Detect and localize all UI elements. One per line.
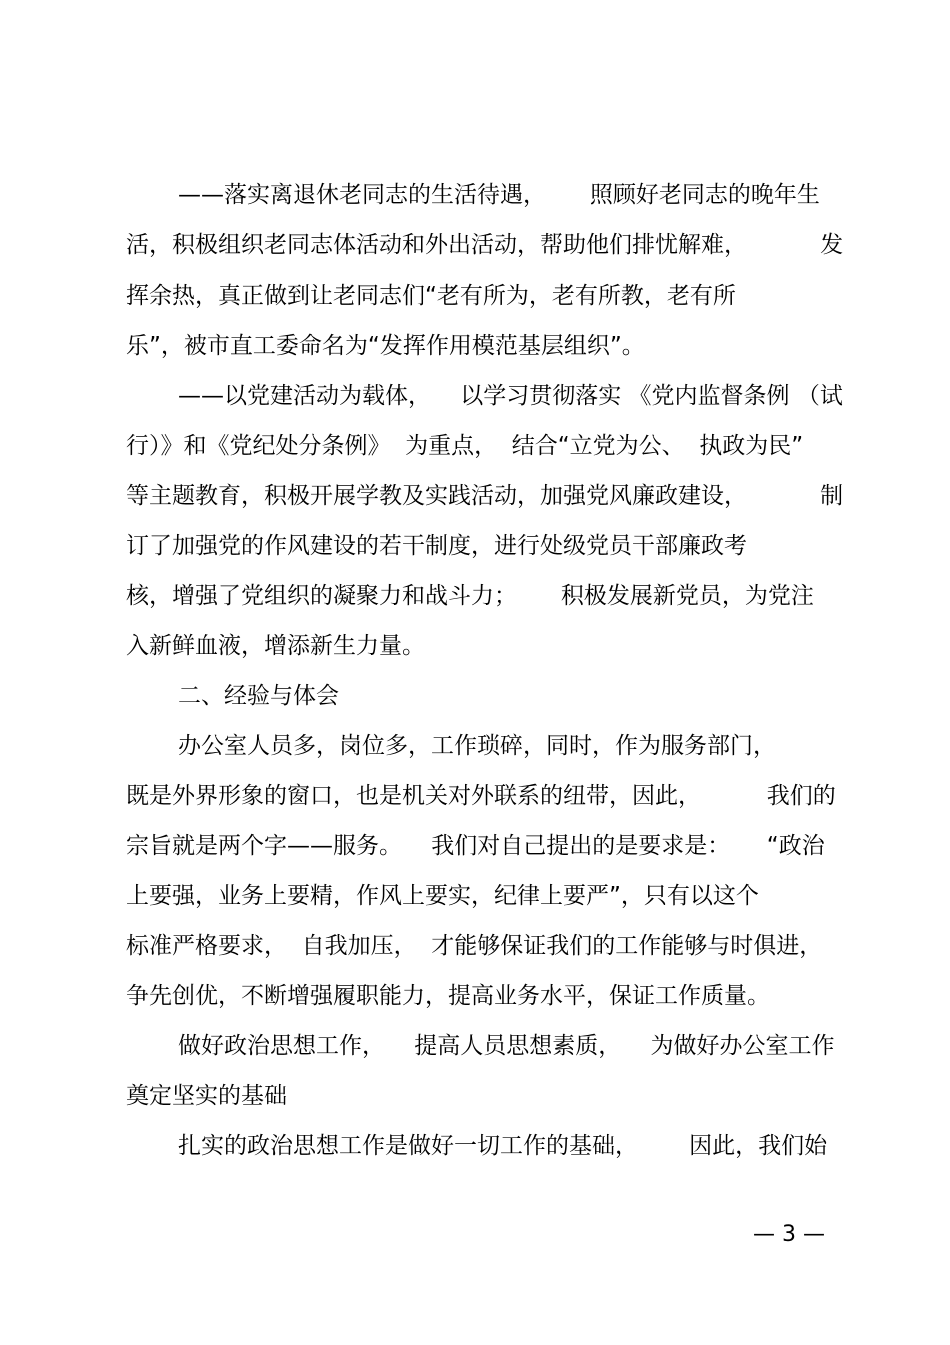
text-line: 上要强，业务上要精，作风上要实，纪律上要严”，只有以这个 [126,883,759,909]
text-line: 入新鲜血液，增添新生力量。 [126,633,425,659]
text-line: 活，积极组织老同志体活动和外出活动，帮助他们排忧解难， 发 [126,232,844,258]
text-line: 办公室人员多，岗位多，工作琐碎，同时，作为服务部门， [178,733,776,759]
text-line: 争先创优，不断增强履职能力，提高业务水平，保证工作质量。 [126,983,770,1009]
text-line: 宗旨就是两个字——服务。 我们对自己提出的是要求是： “政治 [126,833,825,859]
text-line: 标准严格要求， 自我加压， 才能够保证我们的工作能够与时俱进， [126,933,823,959]
text-line: 乐”，被市直工委命名为“发挥作用模范基层组织”。 [126,333,645,359]
text-line: 行）》和《党纪处分条例》 为重点， 结合“立党为公、 执政为民” [126,433,804,459]
text-line: ——以党建活动为载体， 以学习贯彻落实 《党内监督条例 （试 [178,383,843,409]
subheading-line: 奠定坚实的基础 [126,1083,287,1109]
page-number: — 3 — [753,1222,825,1247]
text-line: 订了加强党的作风建设的若干制度，进行处级党员干部廉政考 [126,533,747,559]
text-line: ——落实离退休老同志的生活待遇， 照顾好老同志的晚年生 [178,182,820,208]
text-line: 核，增强了党组织的凝聚力和战斗力； 积极发展新党员，为党注 [126,583,814,609]
section-heading: 二、经验与体会 [178,683,339,709]
text-line: 等主题教育，积极开展学教及实践活动，加强党风廉政建设， 制 [126,483,844,509]
text-line: 挥余热，真正做到让老同志们“老有所为，老有所教，老有所 [126,283,736,309]
text-line: 扎实的政治思想工作是做好一切工作的基础， 因此，我们始 [178,1133,828,1159]
subheading-line: 做好政治思想工作， 提高人员思想素质， 为做好办公室工作 [178,1033,835,1059]
text-line: 既是外界形象的窗口，也是机关对外联系的纽带，因此， 我们的 [126,783,836,809]
